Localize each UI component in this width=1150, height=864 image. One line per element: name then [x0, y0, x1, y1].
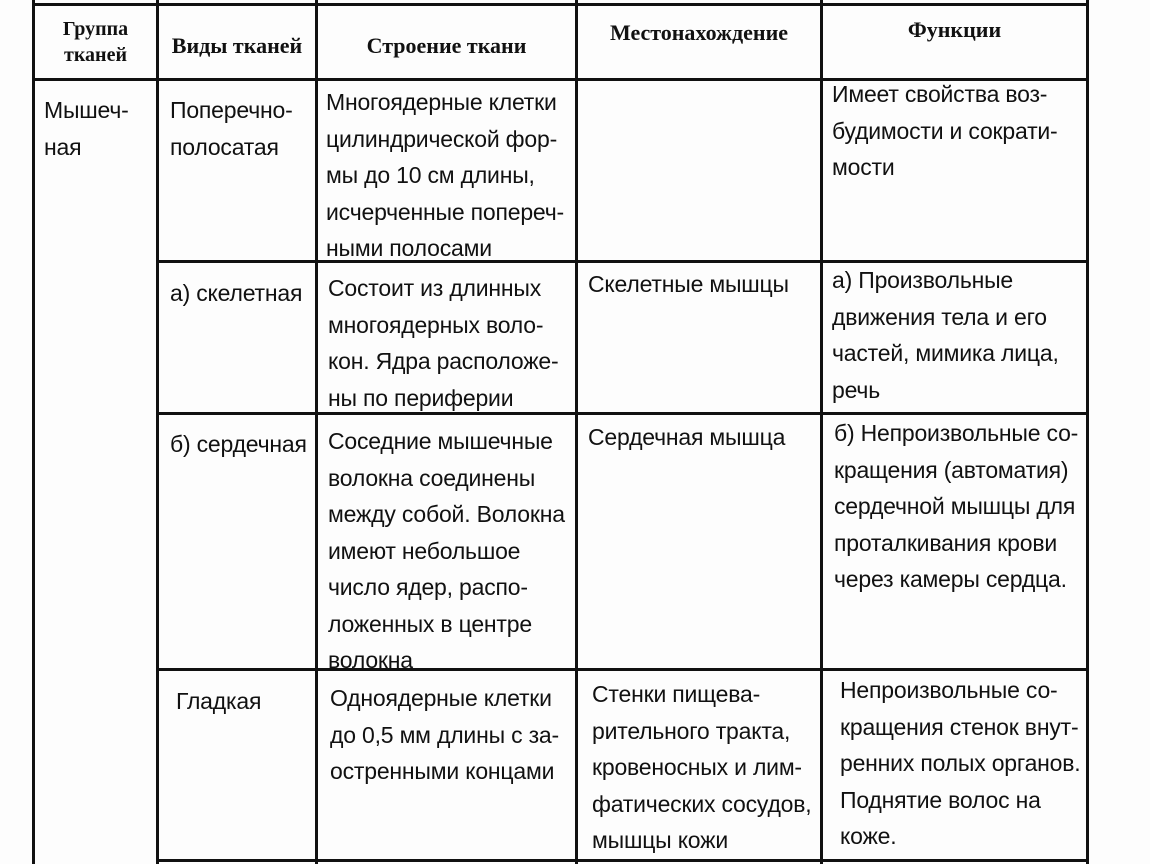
header-functions: Функции: [907, 17, 1002, 42]
row-divider: [156, 668, 1089, 671]
header-structure: Строение ткани: [366, 33, 527, 58]
row-structure-skeletal: Состоит из длинных многоядерных воло- кон. Ядра расположе- ны по периферии: [328, 275, 559, 411]
row-structure-cardiac: Соседние мышечные волокна соединены между собой. Волокна имеют небольшое число ядер, распо- ложенных в центре волокна: [328, 428, 565, 673]
row-functions-striated: Имеет свойства воз- будимости и сократи- мости: [832, 81, 1058, 180]
row-location-smooth: Стенки пищева- рительного тракта, кровеносных и лим- фатических сосудов, мышцы кожи: [592, 681, 812, 853]
row-functions-skeletal: а) Произвольные движения тела и его частей, мимика лица, речь: [832, 267, 1059, 403]
header-location: Местонахождение: [609, 20, 789, 45]
row-functions-smooth: Непроизвольные со- кращения стенок внут- ренних полых органов. Поднятие волос на коже.: [840, 677, 1081, 849]
row-type-cardiac: б) сердечная: [170, 431, 307, 457]
header-group: Группа тканей: [62, 18, 129, 66]
table-border-left: [32, 0, 35, 864]
row-location-skeletal: Скелетные мышцы: [588, 271, 789, 297]
row-structure-smooth: Одноядерные клетки до 0,5 мм длины с за- остренными концами: [330, 685, 559, 784]
row-type-striated: Поперечно- полосатая: [170, 97, 293, 160]
row-location-cardiac: Сердечная мышца: [588, 424, 786, 450]
column-divider: [315, 0, 318, 864]
header-types: Виды тканей: [171, 33, 303, 58]
row-group-muscle: Мышеч- ная: [44, 97, 129, 160]
row-type-smooth: Гладкая: [176, 688, 262, 714]
row-structure-striated: Многоядерные клетки цилиндрической фор- мы до 10 см длины, исчерченные попереч- ными полосами: [326, 89, 564, 261]
table-border-bottom: [156, 859, 1089, 862]
column-divider: [820, 0, 823, 864]
row-type-skeletal: а) скелетная: [170, 280, 303, 306]
column-divider: [156, 0, 159, 864]
row-functions-cardiac: б) Непроизвольные со- кращения (автоматия) сердечной мышцы для проталкивания крови через камеры сердца.: [834, 420, 1079, 592]
column-divider: [575, 0, 578, 864]
